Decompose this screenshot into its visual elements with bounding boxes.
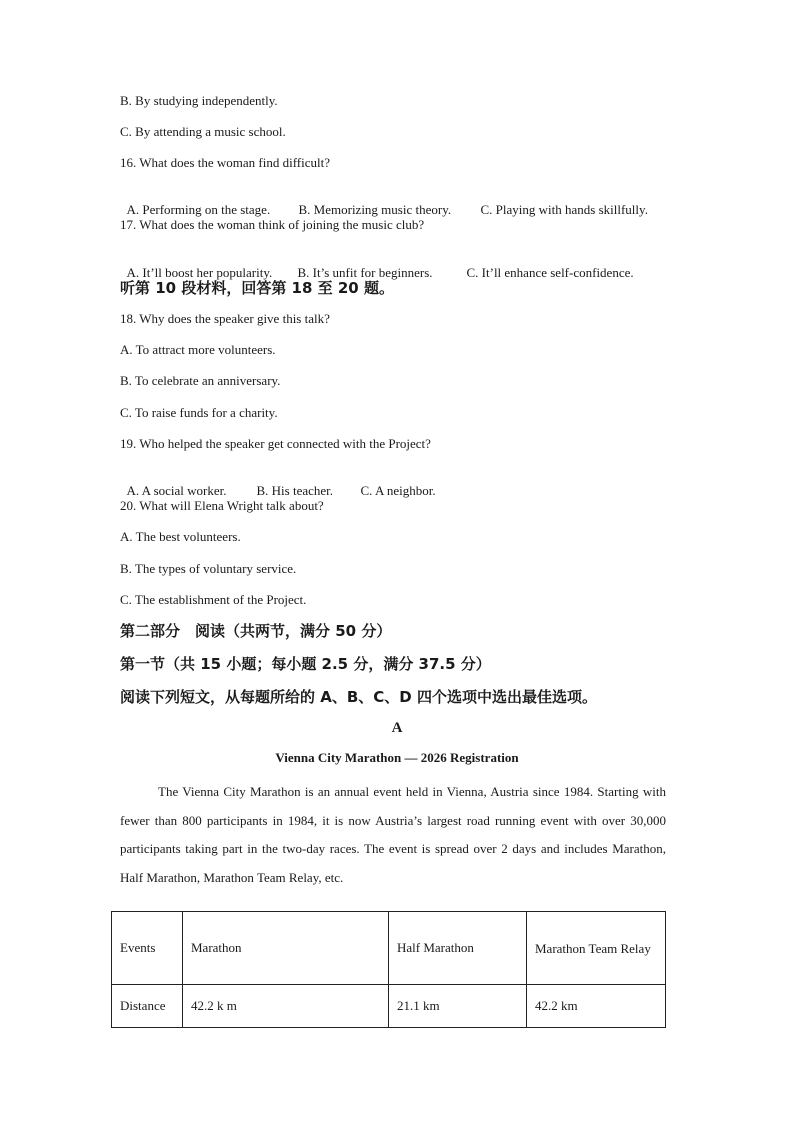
table-cell: 42.2 km bbox=[527, 985, 666, 1028]
q20-question: 20. What will Elena Wright talk about? bbox=[120, 498, 324, 513]
table-header-cell: Half Marathon bbox=[389, 912, 527, 985]
passage-title: Vienna City Marathon — 2026 Registration bbox=[275, 750, 519, 765]
q16-option-b: B. Memorizing music theory. bbox=[298, 202, 452, 217]
q16-option-a: A. Performing on the stage. bbox=[126, 202, 271, 217]
q17-question: 17. What does the woman think of joining the music club? bbox=[120, 217, 425, 232]
section10-heading: 听第 10 段材料，回答第 18 至 20 题。 bbox=[120, 279, 394, 297]
q18-option-c: C. To raise funds for a charity. bbox=[120, 405, 278, 420]
q16-options bbox=[120, 186, 648, 218]
section-heading: 第一节（共 15 小题；每小题 2.5 分，满分 37.5 分） bbox=[120, 655, 491, 673]
part-heading: 第二部分 阅读（共两节，满分 50 分） bbox=[120, 622, 392, 640]
passage-paragraph: The Vienna City Marathon is an annual event held in Vienna, Austria since 1984. Starting with fewer than 800 participants in 1984, it is now Austria’s largest road running event with over 30,000 participants taking part in the two-day races. The event is spread over 2 days and includes Marathon, Half Marathon, Marathon Team Relay, etc. bbox=[120, 784, 666, 885]
table-header-cell: Marathon Team Relay bbox=[527, 912, 666, 985]
q19-option-b: B. His teacher. bbox=[256, 483, 334, 498]
table-cell: Distance bbox=[112, 985, 183, 1028]
events-table bbox=[111, 911, 666, 1028]
q17-option-b: B. It’s unfit for beginners. bbox=[297, 265, 433, 280]
q15-option-b: B. By studying independently. bbox=[120, 93, 278, 108]
table-cell: 21.1 km bbox=[389, 985, 527, 1028]
table-row bbox=[112, 985, 666, 1028]
q16-question: 16. What does the woman find difficult? bbox=[120, 155, 330, 170]
q18-option-a: A. To attract more volunteers. bbox=[120, 342, 276, 357]
q19-options bbox=[120, 467, 436, 499]
q19-option-c: C. A neighbor. bbox=[360, 483, 436, 498]
q17-option-a: A. It’ll boost her popularity. bbox=[126, 265, 273, 280]
table-header-cell: Events bbox=[112, 912, 183, 985]
q15-option-c: C. By attending a music school. bbox=[120, 124, 286, 139]
q20-option-a: A. The best volunteers. bbox=[120, 529, 241, 544]
q20-option-b: B. The types of voluntary service. bbox=[120, 561, 297, 576]
table-cell: 42.2 k m bbox=[183, 985, 389, 1028]
q17-options bbox=[120, 249, 634, 281]
q16-option-c: C. Playing with hands skillfully. bbox=[480, 202, 648, 217]
q18-option-b: B. To celebrate an anniversary. bbox=[120, 373, 281, 388]
q18-question: 18. Why does the speaker give this talk? bbox=[120, 311, 330, 326]
q20-option-c: C. The establishment of the Project. bbox=[120, 592, 307, 607]
q19-question: 19. Who helped the speaker get connected with the Project? bbox=[120, 436, 431, 451]
passage-letter: A bbox=[391, 720, 403, 736]
table-header-row bbox=[112, 912, 666, 985]
q17-option-c: C. It’ll enhance self-confidence. bbox=[466, 265, 634, 280]
q19-option-a: A. A social worker. bbox=[126, 483, 227, 498]
table-header-cell: Marathon bbox=[183, 912, 389, 985]
instruction: 阅读下列短文，从每题所给的 A、B、C、D 四个选项中选出最佳选项。 bbox=[120, 688, 597, 706]
